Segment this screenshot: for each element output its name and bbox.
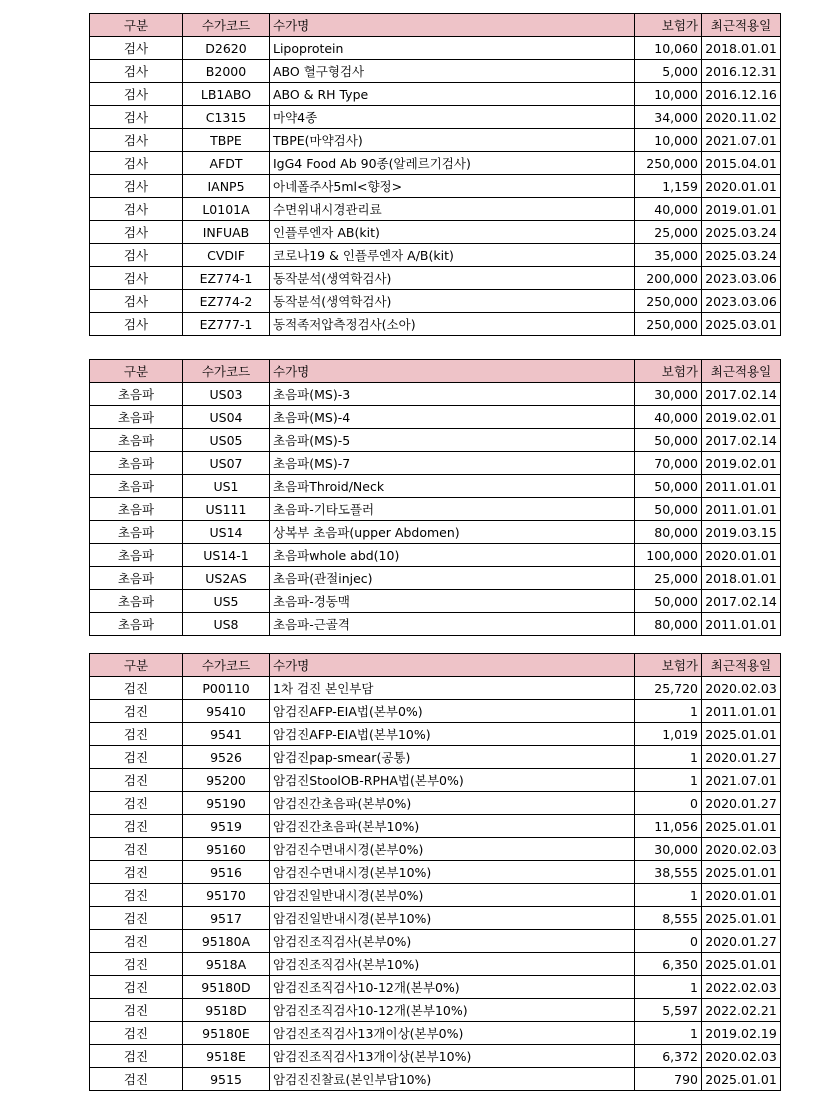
fee-code-cell: 95160 bbox=[183, 838, 270, 861]
header-fee-name: 수가명 bbox=[270, 654, 635, 677]
table-row bbox=[90, 244, 781, 267]
fee-name-cell: 암검진조직검사10-12개(본부10%) bbox=[270, 999, 635, 1022]
fee-code-cell: P00110 bbox=[183, 677, 270, 700]
fee-code-cell: US1 bbox=[183, 475, 270, 498]
fee-code-cell: IANP5 bbox=[183, 175, 270, 198]
table-row bbox=[90, 1022, 781, 1045]
fee-name-cell: 초음파(MS)-4 bbox=[270, 406, 635, 429]
fee-code-cell: D2620 bbox=[183, 37, 270, 60]
table-row bbox=[90, 544, 781, 567]
last-applied-date-cell: 2017.02.14 bbox=[702, 383, 781, 406]
insurance-price-cell: 10,000 bbox=[635, 83, 702, 106]
category-cell: 초음파 bbox=[90, 452, 183, 475]
table-row bbox=[90, 861, 781, 884]
insurance-price-cell: 38,555 bbox=[635, 861, 702, 884]
fee-name-cell: TBPE(마약검사) bbox=[270, 129, 635, 152]
table-row bbox=[90, 175, 781, 198]
fee-code-cell: 9541 bbox=[183, 723, 270, 746]
category-cell: 검사 bbox=[90, 244, 183, 267]
fee-name-cell: ABO 혈구형검사 bbox=[270, 60, 635, 83]
table-row bbox=[90, 677, 781, 700]
insurance-price-cell: 1 bbox=[635, 1022, 702, 1045]
last-applied-date-cell: 2020.01.01 bbox=[702, 175, 781, 198]
insurance-price-cell: 5,597 bbox=[635, 999, 702, 1022]
header-insurance-price: 보험가 bbox=[635, 14, 702, 37]
insurance-price-cell: 250,000 bbox=[635, 152, 702, 175]
category-cell: 검진 bbox=[90, 999, 183, 1022]
fee-code-cell: 95180E bbox=[183, 1022, 270, 1045]
category-cell: 검사 bbox=[90, 290, 183, 313]
last-applied-date-cell: 2021.07.01 bbox=[702, 769, 781, 792]
fee-name-cell: 아네폴주사5ml<향정> bbox=[270, 175, 635, 198]
table-row bbox=[90, 769, 781, 792]
table-row bbox=[90, 930, 781, 953]
table-row bbox=[90, 290, 781, 313]
fee-code-cell: B2000 bbox=[183, 60, 270, 83]
table-row bbox=[90, 521, 781, 544]
insurance-price-cell: 80,000 bbox=[635, 613, 702, 636]
fee-code-cell: 9519 bbox=[183, 815, 270, 838]
last-applied-date-cell: 2025.01.01 bbox=[702, 907, 781, 930]
fee-code-cell: TBPE bbox=[183, 129, 270, 152]
category-cell: 검진 bbox=[90, 930, 183, 953]
category-cell: 검진 bbox=[90, 769, 183, 792]
last-applied-date-cell: 2018.01.01 bbox=[702, 37, 781, 60]
fee-name-cell: 동적족저압측정검사(소아) bbox=[270, 313, 635, 336]
fee-name-cell: 암검진pap-smear(공통) bbox=[270, 746, 635, 769]
insurance-price-cell: 0 bbox=[635, 930, 702, 953]
category-cell: 초음파 bbox=[90, 429, 183, 452]
last-applied-date-cell: 2022.02.21 bbox=[702, 999, 781, 1022]
table-row bbox=[90, 953, 781, 976]
category-cell: 검진 bbox=[90, 746, 183, 769]
category-cell: 검사 bbox=[90, 198, 183, 221]
insurance-price-cell: 200,000 bbox=[635, 267, 702, 290]
insurance-price-cell: 250,000 bbox=[635, 313, 702, 336]
table-row bbox=[90, 129, 781, 152]
table-row bbox=[90, 198, 781, 221]
fee-name-cell: 암검진조직검사10-12개(본부0%) bbox=[270, 976, 635, 999]
insurance-price-cell: 50,000 bbox=[635, 475, 702, 498]
category-cell: 검사 bbox=[90, 175, 183, 198]
header-row bbox=[90, 14, 781, 37]
category-cell: 초음파 bbox=[90, 544, 183, 567]
fee-code-cell: 95180D bbox=[183, 976, 270, 999]
header-last-applied-date: 최근적용일 bbox=[702, 654, 781, 677]
fee-name-cell: 동작분석(생역학검사) bbox=[270, 267, 635, 290]
category-cell: 검사 bbox=[90, 37, 183, 60]
fee-name-cell: 암검진일반내시경(본부0%) bbox=[270, 884, 635, 907]
last-applied-date-cell: 2020.02.03 bbox=[702, 1045, 781, 1068]
fee-name-cell: 마약4종 bbox=[270, 106, 635, 129]
last-applied-date-cell: 2016.12.31 bbox=[702, 60, 781, 83]
table-row bbox=[90, 613, 781, 636]
fee-name-cell: 암검진수면내시경(본부10%) bbox=[270, 861, 635, 884]
header-fee-code: 수가코드 bbox=[183, 654, 270, 677]
last-applied-date-cell: 2011.01.01 bbox=[702, 475, 781, 498]
category-cell: 검사 bbox=[90, 221, 183, 244]
last-applied-date-cell: 2020.11.02 bbox=[702, 106, 781, 129]
fee-code-cell: US05 bbox=[183, 429, 270, 452]
last-applied-date-cell: 2020.01.01 bbox=[702, 544, 781, 567]
category-cell: 검진 bbox=[90, 838, 183, 861]
last-applied-date-cell: 2019.02.01 bbox=[702, 452, 781, 475]
fee-code-cell: 95170 bbox=[183, 884, 270, 907]
table-row bbox=[90, 221, 781, 244]
fee-code-cell: 95200 bbox=[183, 769, 270, 792]
insurance-price-cell: 8,555 bbox=[635, 907, 702, 930]
table-row bbox=[90, 267, 781, 290]
category-cell: 초음파 bbox=[90, 521, 183, 544]
fee-code-cell: 95180A bbox=[183, 930, 270, 953]
category-cell: 검사 bbox=[90, 83, 183, 106]
header-fee-name: 수가명 bbox=[270, 14, 635, 37]
insurance-price-cell: 50,000 bbox=[635, 429, 702, 452]
insurance-price-cell: 50,000 bbox=[635, 498, 702, 521]
fee-code-cell: US8 bbox=[183, 613, 270, 636]
category-cell: 검진 bbox=[90, 1045, 183, 1068]
category-cell: 검진 bbox=[90, 953, 183, 976]
header-fee-code: 수가코드 bbox=[183, 14, 270, 37]
last-applied-date-cell: 2019.01.01 bbox=[702, 198, 781, 221]
fee-name-cell: 초음파(MS)-7 bbox=[270, 452, 635, 475]
fee-code-cell: US07 bbox=[183, 452, 270, 475]
fee-code-cell: EZ774-1 bbox=[183, 267, 270, 290]
fee-code-cell: L0101A bbox=[183, 198, 270, 221]
fee-name-cell: 코로나19 & 인플루엔자 A/B(kit) bbox=[270, 244, 635, 267]
last-applied-date-cell: 2020.01.27 bbox=[702, 930, 781, 953]
fee-code-cell: US14 bbox=[183, 521, 270, 544]
fee-code-cell: 9518A bbox=[183, 953, 270, 976]
last-applied-date-cell: 2015.04.01 bbox=[702, 152, 781, 175]
fee-name-cell: 암검진간초음파(본부10%) bbox=[270, 815, 635, 838]
header-fee-name: 수가명 bbox=[270, 360, 635, 383]
category-cell: 검사 bbox=[90, 313, 183, 336]
category-cell: 검사 bbox=[90, 60, 183, 83]
insurance-price-cell: 6,350 bbox=[635, 953, 702, 976]
insurance-price-cell: 30,000 bbox=[635, 383, 702, 406]
table-row bbox=[90, 976, 781, 999]
fee-name-cell: 암검진수면내시경(본부0%) bbox=[270, 838, 635, 861]
insurance-price-cell: 80,000 bbox=[635, 521, 702, 544]
header-category: 구분 bbox=[90, 14, 183, 37]
last-applied-date-cell: 2025.01.01 bbox=[702, 723, 781, 746]
insurance-price-cell: 25,720 bbox=[635, 677, 702, 700]
last-applied-date-cell: 2017.02.14 bbox=[702, 429, 781, 452]
insurance-price-cell: 5,000 bbox=[635, 60, 702, 83]
last-applied-date-cell: 2020.02.03 bbox=[702, 677, 781, 700]
category-cell: 검사 bbox=[90, 106, 183, 129]
table-row bbox=[90, 383, 781, 406]
table-row bbox=[90, 838, 781, 861]
insurance-price-cell: 70,000 bbox=[635, 452, 702, 475]
table-row bbox=[90, 590, 781, 613]
insurance-price-cell: 35,000 bbox=[635, 244, 702, 267]
category-cell: 검진 bbox=[90, 792, 183, 815]
header-insurance-price: 보험가 bbox=[635, 360, 702, 383]
fee-name-cell: 초음파-근골격 bbox=[270, 613, 635, 636]
insurance-price-cell: 1 bbox=[635, 700, 702, 723]
fee-code-cell: EZ777-1 bbox=[183, 313, 270, 336]
table-row bbox=[90, 152, 781, 175]
header-last-applied-date: 최근적용일 bbox=[702, 360, 781, 383]
fee-name-cell: 초음파Throid/Neck bbox=[270, 475, 635, 498]
fee-code-cell: US03 bbox=[183, 383, 270, 406]
fee-name-cell: 암검진StoolOB-RPHA법(본부0%) bbox=[270, 769, 635, 792]
fee-code-cell: US5 bbox=[183, 590, 270, 613]
table-row bbox=[90, 792, 781, 815]
last-applied-date-cell: 2025.01.01 bbox=[702, 815, 781, 838]
category-cell: 초음파 bbox=[90, 590, 183, 613]
last-applied-date-cell: 2011.01.01 bbox=[702, 700, 781, 723]
fee-name-cell: 초음파(MS)-3 bbox=[270, 383, 635, 406]
last-applied-date-cell: 2020.02.03 bbox=[702, 838, 781, 861]
category-cell: 검사 bbox=[90, 267, 183, 290]
fee-name-cell: 암검진조직검사(본부10%) bbox=[270, 953, 635, 976]
table-row bbox=[90, 429, 781, 452]
header-row bbox=[90, 654, 781, 677]
fee-code-cell: C1315 bbox=[183, 106, 270, 129]
table-row bbox=[90, 815, 781, 838]
table-row bbox=[90, 1045, 781, 1068]
insurance-price-cell: 11,056 bbox=[635, 815, 702, 838]
exam-fee-table bbox=[89, 13, 781, 336]
fee-name-cell: 1차 검진 본인부담 bbox=[270, 677, 635, 700]
category-cell: 검사 bbox=[90, 129, 183, 152]
last-applied-date-cell: 2020.01.27 bbox=[702, 792, 781, 815]
fee-code-cell: EZ774-2 bbox=[183, 290, 270, 313]
last-applied-date-cell: 2011.01.01 bbox=[702, 613, 781, 636]
category-cell: 검진 bbox=[90, 700, 183, 723]
insurance-price-cell: 1,019 bbox=[635, 723, 702, 746]
last-applied-date-cell: 2019.02.01 bbox=[702, 406, 781, 429]
insurance-price-cell: 1 bbox=[635, 746, 702, 769]
table-row bbox=[90, 313, 781, 336]
fee-name-cell: 암검진간초음파(본부0%) bbox=[270, 792, 635, 815]
table-row bbox=[90, 498, 781, 521]
table-row bbox=[90, 475, 781, 498]
fee-name-cell: 암검진조직검사13개이상(본부10%) bbox=[270, 1045, 635, 1068]
fee-code-cell: US111 bbox=[183, 498, 270, 521]
header-fee-code: 수가코드 bbox=[183, 360, 270, 383]
fee-code-cell: 9518E bbox=[183, 1045, 270, 1068]
category-cell: 초음파 bbox=[90, 383, 183, 406]
fee-code-cell: CVDIF bbox=[183, 244, 270, 267]
fee-code-cell: US14-1 bbox=[183, 544, 270, 567]
category-cell: 검진 bbox=[90, 861, 183, 884]
table-row bbox=[90, 1068, 781, 1091]
checkup-fee-table bbox=[89, 653, 781, 1091]
last-applied-date-cell: 2020.01.27 bbox=[702, 746, 781, 769]
fee-name-cell: 초음파whole abd(10) bbox=[270, 544, 635, 567]
table-row bbox=[90, 37, 781, 60]
table-row bbox=[90, 999, 781, 1022]
insurance-price-cell: 10,060 bbox=[635, 37, 702, 60]
last-applied-date-cell: 2025.01.01 bbox=[702, 1068, 781, 1091]
category-cell: 검진 bbox=[90, 907, 183, 930]
last-applied-date-cell: 2023.03.06 bbox=[702, 290, 781, 313]
fee-name-cell: 초음파-경동맥 bbox=[270, 590, 635, 613]
category-cell: 초음파 bbox=[90, 567, 183, 590]
insurance-price-cell: 1 bbox=[635, 769, 702, 792]
header-row bbox=[90, 360, 781, 383]
ultrasound-fee-table bbox=[89, 359, 781, 636]
insurance-price-cell: 50,000 bbox=[635, 590, 702, 613]
fee-name-cell: 암검진진찰료(본인부담10%) bbox=[270, 1068, 635, 1091]
category-cell: 검진 bbox=[90, 723, 183, 746]
fee-name-cell: 초음파(MS)-5 bbox=[270, 429, 635, 452]
category-cell: 검진 bbox=[90, 1068, 183, 1091]
category-cell: 초음파 bbox=[90, 406, 183, 429]
table-row bbox=[90, 746, 781, 769]
insurance-price-cell: 6,372 bbox=[635, 1045, 702, 1068]
last-applied-date-cell: 2018.01.01 bbox=[702, 567, 781, 590]
last-applied-date-cell: 2020.01.01 bbox=[702, 884, 781, 907]
last-applied-date-cell: 2023.03.06 bbox=[702, 267, 781, 290]
fee-code-cell: US2AS bbox=[183, 567, 270, 590]
last-applied-date-cell: 2011.01.01 bbox=[702, 498, 781, 521]
insurance-price-cell: 25,000 bbox=[635, 567, 702, 590]
fee-name-cell: 암검진일반내시경(본부10%) bbox=[270, 907, 635, 930]
table-row bbox=[90, 700, 781, 723]
last-applied-date-cell: 2025.03.01 bbox=[702, 313, 781, 336]
fee-code-cell: 95410 bbox=[183, 700, 270, 723]
fee-code-cell: LB1ABO bbox=[183, 83, 270, 106]
last-applied-date-cell: 2025.03.24 bbox=[702, 221, 781, 244]
table-row bbox=[90, 406, 781, 429]
fee-code-cell: 9518D bbox=[183, 999, 270, 1022]
fee-name-cell: 암검진조직검사13개이상(본부0%) bbox=[270, 1022, 635, 1045]
fee-name-cell: Lipoprotein bbox=[270, 37, 635, 60]
fee-name-cell: 암검진AFP-EIA법(본부0%) bbox=[270, 700, 635, 723]
fee-code-cell: 9515 bbox=[183, 1068, 270, 1091]
category-cell: 초음파 bbox=[90, 613, 183, 636]
last-applied-date-cell: 2019.03.15 bbox=[702, 521, 781, 544]
last-applied-date-cell: 2016.12.16 bbox=[702, 83, 781, 106]
category-cell: 검진 bbox=[90, 976, 183, 999]
table-row bbox=[90, 907, 781, 930]
last-applied-date-cell: 2019.02.19 bbox=[702, 1022, 781, 1045]
table-row bbox=[90, 60, 781, 83]
last-applied-date-cell: 2025.01.01 bbox=[702, 953, 781, 976]
table-row bbox=[90, 723, 781, 746]
category-cell: 검진 bbox=[90, 677, 183, 700]
fee-name-cell: IgG4 Food Ab 90종(알레르기검사) bbox=[270, 152, 635, 175]
insurance-price-cell: 10,000 bbox=[635, 129, 702, 152]
insurance-price-cell: 30,000 bbox=[635, 838, 702, 861]
category-cell: 초음파 bbox=[90, 475, 183, 498]
insurance-price-cell: 1 bbox=[635, 976, 702, 999]
fee-code-cell: US04 bbox=[183, 406, 270, 429]
last-applied-date-cell: 2025.01.01 bbox=[702, 861, 781, 884]
category-cell: 검사 bbox=[90, 152, 183, 175]
fee-name-cell: 동작분석(생역학검사) bbox=[270, 290, 635, 313]
insurance-price-cell: 1,159 bbox=[635, 175, 702, 198]
insurance-price-cell: 250,000 bbox=[635, 290, 702, 313]
fee-name-cell: 암검진AFP-EIA법(본부10%) bbox=[270, 723, 635, 746]
last-applied-date-cell: 2022.02.03 bbox=[702, 976, 781, 999]
insurance-price-cell: 40,000 bbox=[635, 406, 702, 429]
fee-code-cell: AFDT bbox=[183, 152, 270, 175]
header-insurance-price: 보험가 bbox=[635, 654, 702, 677]
fee-name-cell: 수면위내시경관리료 bbox=[270, 198, 635, 221]
insurance-price-cell: 25,000 bbox=[635, 221, 702, 244]
insurance-price-cell: 100,000 bbox=[635, 544, 702, 567]
category-cell: 초음파 bbox=[90, 498, 183, 521]
fee-code-cell: 9516 bbox=[183, 861, 270, 884]
last-applied-date-cell: 2021.07.01 bbox=[702, 129, 781, 152]
insurance-price-cell: 40,000 bbox=[635, 198, 702, 221]
fee-name-cell: 초음파(관절injec) bbox=[270, 567, 635, 590]
last-applied-date-cell: 2025.03.24 bbox=[702, 244, 781, 267]
table-row bbox=[90, 884, 781, 907]
header-category: 구분 bbox=[90, 360, 183, 383]
fee-name-cell: 상복부 초음파(upper Abdomen) bbox=[270, 521, 635, 544]
fee-code-cell: 9526 bbox=[183, 746, 270, 769]
table-row bbox=[90, 452, 781, 475]
table-row bbox=[90, 106, 781, 129]
insurance-price-cell: 790 bbox=[635, 1068, 702, 1091]
fee-code-cell: INFUAB bbox=[183, 221, 270, 244]
fee-name-cell: 인플루엔자 AB(kit) bbox=[270, 221, 635, 244]
fee-code-cell: 95190 bbox=[183, 792, 270, 815]
insurance-price-cell: 1 bbox=[635, 884, 702, 907]
fee-name-cell: 초음파-기타도플러 bbox=[270, 498, 635, 521]
fee-code-cell: 9517 bbox=[183, 907, 270, 930]
category-cell: 검진 bbox=[90, 1022, 183, 1045]
fee-name-cell: ABO & RH Type bbox=[270, 83, 635, 106]
category-cell: 검진 bbox=[90, 815, 183, 838]
last-applied-date-cell: 2017.02.14 bbox=[702, 590, 781, 613]
table-row bbox=[90, 83, 781, 106]
fee-name-cell: 암검진조직검사(본부0%) bbox=[270, 930, 635, 953]
insurance-price-cell: 34,000 bbox=[635, 106, 702, 129]
table-row bbox=[90, 567, 781, 590]
insurance-price-cell: 0 bbox=[635, 792, 702, 815]
header-category: 구분 bbox=[90, 654, 183, 677]
category-cell: 검진 bbox=[90, 884, 183, 907]
header-last-applied-date: 최근적용일 bbox=[702, 14, 781, 37]
